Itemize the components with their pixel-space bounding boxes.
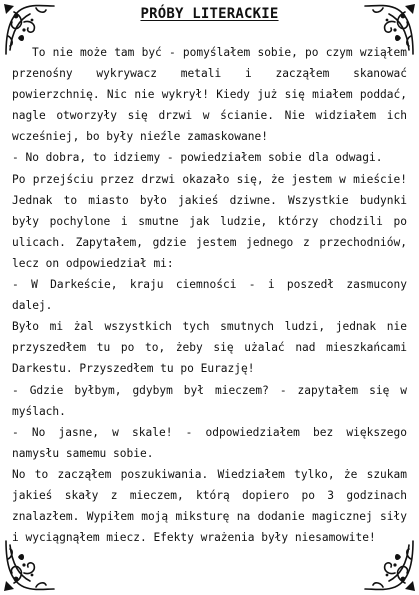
paragraph: No to zacząłem poszukiwania. Wiedziałem tylko, że szukam jakieś skały z mieczem, którą dopiero po 3 godzinach znalazłem. Wypiłem moją miksturę na dodanie magicznej siły i wyciągnąłem miecz. Efekty wrażenia były niesamowite! [12, 467, 407, 545]
paragraph: - No jasne, w skale! - odpowiedziałem bez większego namysłu samemu sobie. [12, 425, 407, 460]
paragraph: Po przejściu przez drzwi okazało się, że jestem w mieście! Jednak to miasto było jakieś dziwne. Wszystkie budynki były pochylone i smutne jak ludzie, którzy chodzili po ulicach. Zapytałem, gdzie jestem jednego z przechodniów, lecz on odpowiedział mi: [12, 172, 407, 270]
paragraph: - Gdzie byłbym, gdybym był mieczem? - zapytałem się w myślach. [12, 383, 407, 418]
page-title [0, 6, 419, 22]
paragraph: Było mi żal wszystkich tych smutnych ludzi, jednak nie przyszedłem tu po to, żeby się użalać nad mieszkańcami Darkestu. Przyszedłem tu po Eurazję! [12, 320, 407, 376]
paragraph: - W Darkeście, kraju ciemności - i poszedł zasmucony dalej. [12, 278, 407, 313]
paragraph: - No dobra, to idziemy - powiedziałem sobie dla odwagi. [12, 151, 383, 165]
story-text [12, 42, 407, 548]
page-title-text: PRÓBY LITERACKIE [140, 6, 279, 22]
paragraph: To nie może tam być - pomyślałem sobie, po czym wziąłem przenośny wykrywacz metali i zacząłem skanować powierzchnię. Nic nie wykrył! Kiedy już się miałem poddać, nagle otworzyły się drzwi w ścianie. Nie widziałem ich wcześniej, bo były nieźle zamaskowane! [12, 46, 407, 144]
